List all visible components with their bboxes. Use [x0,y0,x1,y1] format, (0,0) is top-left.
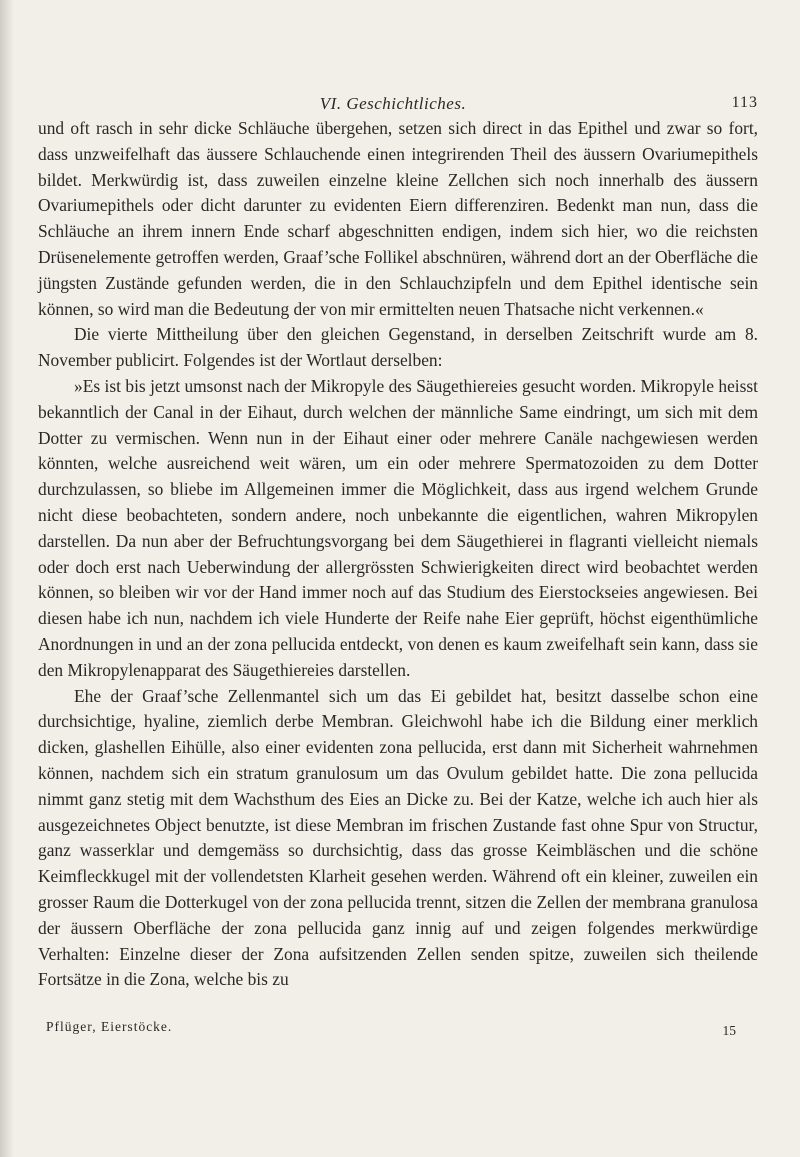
paragraph-zona-pellucida: Ehe der Graaf’sche Zellenmantel sich um das Ei gebildet hat, besitzt dasselbe schon eine durchsichtige, hyaline, ziemlich derbe Membran. Gleichwohl habe ich die Bildung einer merklich dicken, glashellen Eihülle, also einer evidenten zona pellucida, erst dann mit Sicherheit wahrnehmen können, nachdem sich ein stratum granulosum um das Ovulum gebildet hatte. Die zona pellucida nimmt ganz stetig mit dem Wachsthum des Eies an Dicke zu. Bei der Katze, welche ich auch hier als ausgezeichnetes Object benutzte, ist diese Membran im frischen Zustande fast ohne Spur von Structur, ganz wasserklar und demgemäss so durchsichtig, dass das grosse Keimbläschen und die schöne Keimfleckkugel mit der vollendetsten Klarheit gesehen werden. Während oft ein kleiner, zuweilen ein grosser Raum die Dotterkugel von der zona pellucida trennt, sitzen die Zellen der membrana granulosa der äussern Oberfläche der zona pellucida ganz innig auf und zeigen folgendes merkwürdige Verhalten: Einzelne dieser der Zona aufsitzenden Zellen senden spitze, zuweilen sich theilende Fortsätze in die Zona, welche bis zu [38,685,758,990]
page-binding-edge [0,0,14,1157]
page-footer [46,1019,736,1041]
paragraph-continuation: und oft rasch in sehr dicke Schläuche übergehen, setzen sich direct in das Epithel und zwar so fort, dass unzweifelhaft das äussere Schlauchende einen integrirenden Theil des äussern Ovariumepithels bildet. Merkwürdig ist, dass zuweilen einzelne kleine Zellchen sich noch innerhalb des äussern Ovariumepithels oder dicht darunter zu evidenten Eiern differenziren. Bedenkt man nun, dass die Schläuche an ihrem innern Ende scharf abgeschnitten endigen, indem sich hier, wo die reichsten Drüsenelemente getroffen werden, Graaf’sche Follikel abschnüren, während dort an der Oberfläche die jüngsten Zustände gefunden werden, die in den Schlauchzipfeln und dem Epithel identische sein können, so wird man die Bedeutung der von mir ermittelten neuen Thatsache nicht verkennen.« [38,118,758,319]
page-number: 113 [731,94,758,111]
page-header [28,94,758,118]
paragraph-fourth-communication: Die vierte Mittheilung über den gleichen Gegenstand, in derselben Zeitschrift wurde am 8. November publicirt. Folgendes ist der Wortlaut derselben: [38,324,758,371]
running-head: VI. Geschichtliches. [319,94,467,113]
footer-author: Pflüger, Eierstöcke. [46,1019,173,1034]
body-text [38,116,758,993]
paragraph-quote-mikropyle: »Es ist bis jetzt umsonst nach der Mikropyle des Säugethiereies gesucht worden. Mikropyle heisst bekanntlich der Canal in der Eihaut, durch welchen der männliche Same eindringt, um sich mit dem Dotter zu vermischen. Wenn nun in der Eihaut einer oder mehrere Canäle nachgewiesen werden könnten, welche ausreichend weit wären, um ein oder mehrere Spermatozoiden zu dem Dotter durchzulassen, so bliebe im Allgemeinen immer die Möglichkeit, dass aus irgend welchem Grunde nicht diese beobachteten, sondern andere, noch unbekannte die eigentlichen, wahren Mikropylen darstellen. Da nun aber der Befruchtungsvorgang bei dem Säugethierei in flagranti vielleicht niemals oder doch erst nach Ueberwindung der allergrössten Schwierigkeiten direct wird beobachtet werden können, so bleiben wir vor der Hand immer noch auf das Studium des Eierstockseies angewiesen. Bei diesen habe ich nun, nachdem ich viele Hunderte der Reife nahe Eier geprüft, höchst eigenthümliche Anordnungen in und an der zona pellucida entdeckt, von denen es kaum zweifelhaft sein kann, dass sie den Mikropylenapparat des Säugethiereies darstellen. [38,375,758,680]
footer-signature: 15 [722,1023,736,1038]
